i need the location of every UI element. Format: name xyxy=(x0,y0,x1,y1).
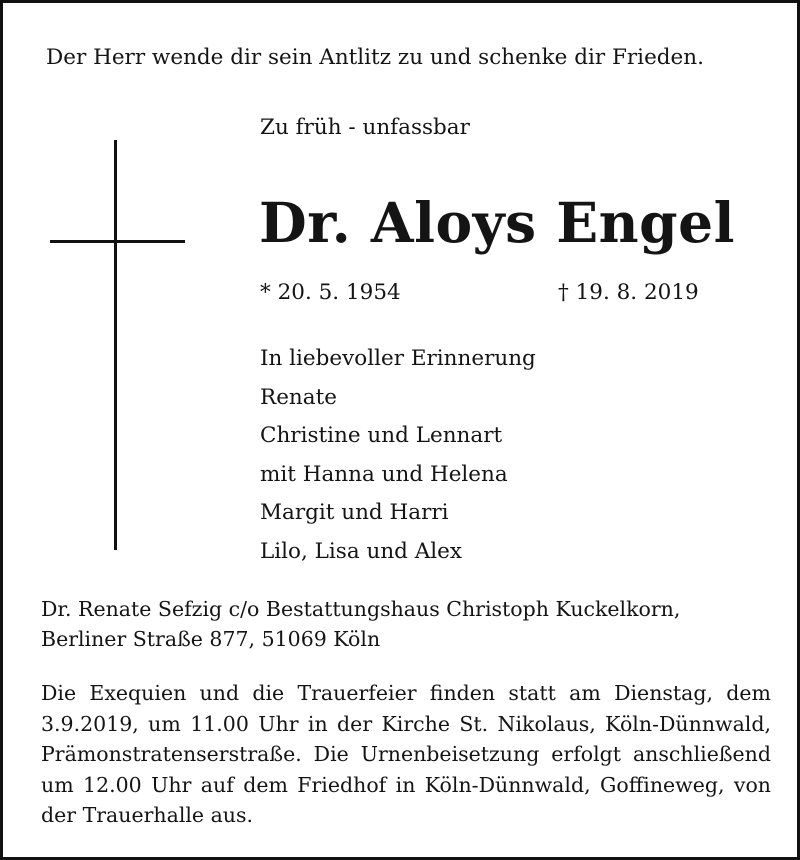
subtitle-text: Zu früh - unfassbar xyxy=(260,115,470,140)
contact-address xyxy=(41,594,741,654)
mourner-line: mit Hanna und Helena xyxy=(260,461,508,487)
mourner-line: Margit und Harri xyxy=(260,500,449,525)
death-date: † 19. 8. 2019 xyxy=(558,280,699,305)
mourner-line: In liebevoller Erinnerung xyxy=(260,346,536,371)
cross-icon-vertical xyxy=(114,140,117,550)
motto-text: Der Herr wende dir sein Antlitz zu und schenke dir Frieden. xyxy=(46,45,704,70)
deceased-name: Dr. Aloys Engel xyxy=(259,190,735,255)
service-details: Die Exequien und die Trauerfeier finden statt am Dienstag, dem 3.9.2019, um 11.00 Uhr in der Kirche St. Nikolaus, Köln-Dünnwald, Prämonstratenserstraße. Die Urnenbeisetzung erfolgt anschließend um 12.00 Uhr auf dem Friedhof in Köln-Dünnwald, Goffineweg, von der Trauerhalle aus. xyxy=(41,681,771,827)
mourner-line: Christine und Lennart xyxy=(260,423,503,448)
cross-icon-horizontal xyxy=(50,240,185,243)
contact-line: Berliner Straße 877, 51069 Köln xyxy=(41,627,381,651)
mourner-line: Renate xyxy=(260,384,337,410)
contact-line: Dr. Renate Sefzig c/o Bestattungshaus Christoph Kuckelkorn, xyxy=(41,597,681,621)
mourners-list xyxy=(260,344,536,575)
birth-date: * 20. 5. 1954 xyxy=(260,280,401,305)
mourner-line: Lilo, Lisa und Alex xyxy=(260,538,463,564)
